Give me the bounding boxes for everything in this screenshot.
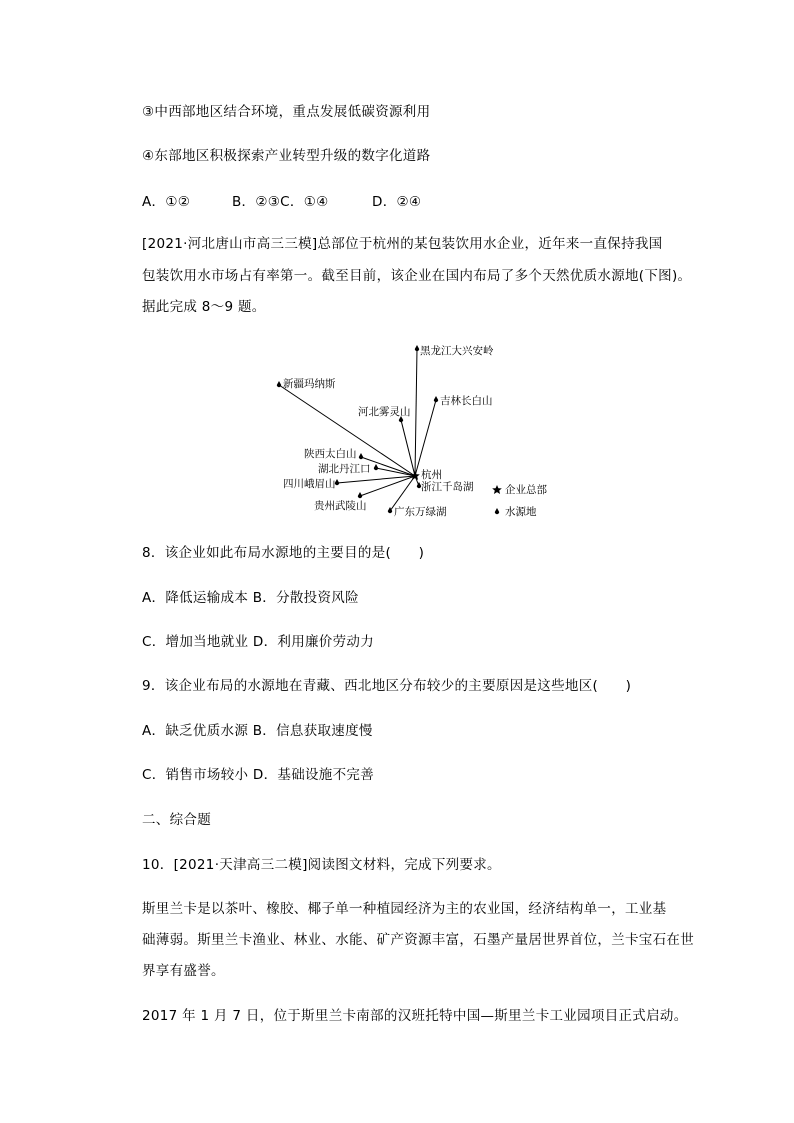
legend-star-icon — [492, 485, 502, 494]
label-jilin: 吉林长白山 — [440, 395, 493, 407]
line-guizhou — [360, 476, 415, 496]
q9-options-ab: A．缺乏优质水源 B．信息获取速度慢 — [142, 723, 373, 739]
water-source-icon — [388, 507, 392, 513]
label-sichuan: 四川峨眉山 — [283, 478, 336, 490]
label-guizhou: 贵州武陵山 — [314, 500, 367, 512]
headquarters-star-icon — [410, 471, 420, 480]
map-legend — [492, 483, 547, 518]
water-source-map — [260, 340, 560, 525]
q9-options-cd: C．销售市场较小 D．基础设施不完善 — [142, 767, 375, 783]
q10-stem: 10．[2021·天津高三二模]阅读图文材料，完成下列要求。 — [142, 857, 501, 873]
section-heading: 二、综合题 — [142, 812, 211, 828]
q7-options — [142, 192, 421, 212]
q8-options-ab: A．降低运输成本 B．分散投资风险 — [142, 590, 359, 606]
label-shaanxi: 陕西太白山 — [304, 448, 357, 460]
q10-paragraph-2-line-1: 2017 年 1 月 7 日，位于斯里兰卡南部的汉班托特中国—斯里兰卡工业园项目正式启动。 — [142, 1008, 688, 1024]
q9-stem: 9．该企业布局的水源地在青藏、西北地区分布较少的主要原因是这些地区( ) — [142, 678, 632, 694]
intro-line-2: 包装饮用水市场占有率第一。截至目前，该企业在国内布局了多个天然优质水源地(下图)。 — [142, 268, 692, 284]
label-hubei: 湖北丹江口 — [318, 463, 371, 475]
intro-line-1: [2021·河北唐山市高三三模]总部位于杭州的某包装饮用水企业，近年来一直保持我国 — [142, 236, 663, 252]
label-heilongjiang: 黑龙江大兴安岭 — [420, 345, 494, 357]
line-sichuan — [337, 476, 415, 483]
water-source-icon — [358, 492, 362, 498]
water-source-icon — [277, 381, 281, 387]
water-source-icon — [374, 464, 378, 470]
label-hangzhou: 杭州 — [421, 469, 442, 481]
line-heilongjiang — [415, 349, 417, 476]
q7-option-d: D．②④ — [372, 194, 422, 210]
q7-option-bc: B．②③C．①④ — [232, 194, 329, 210]
water-source-icon — [434, 396, 438, 402]
q10-paragraph-1-line-2: 础薄弱。斯里兰卡渔业、林业、水能、矿产资源丰富，石墨产量居世界首位，兰卡宝石在世 — [142, 932, 694, 948]
line-jilin — [415, 400, 436, 476]
q7-item4: ④东部地区积极探索产业转型升级的数字化道路 — [142, 148, 431, 164]
water-source-icon — [415, 345, 419, 351]
q7-item3: ③中西部地区结合环境，重点发展低碳资源利用 — [142, 104, 431, 120]
q8-stem: 8．该企业如此布局水源地的主要目的是( ) — [142, 545, 425, 561]
label-hebei: 河北雾灵山 — [358, 406, 411, 418]
intro-line-3: 据此完成 8～9 题。 — [142, 299, 266, 315]
q10-paragraph-1-line-3: 界享有盛誉。 — [142, 963, 225, 979]
q8-options-cd: C．增加当地就业 D．利用廉价劳动力 — [142, 634, 375, 650]
q7-option-a: A．①② — [142, 194, 191, 210]
legend-water-source: 水源地 — [505, 506, 537, 518]
q10-paragraph-1-line-1: 斯里兰卡是以茶叶、橡胶、椰子单一种植园经济为主的农业国，经济结构单一，工业基 — [142, 901, 667, 917]
legend-headquarters: 企业总部 — [505, 484, 547, 496]
water-source-icon — [359, 453, 363, 459]
legend-drop-icon — [495, 508, 499, 514]
label-xinjiang: 新疆玛纳斯 — [283, 378, 336, 390]
label-guangdong: 广东万绿湖 — [394, 506, 447, 518]
label-zhejiang: 浙江千岛湖 — [421, 481, 474, 493]
